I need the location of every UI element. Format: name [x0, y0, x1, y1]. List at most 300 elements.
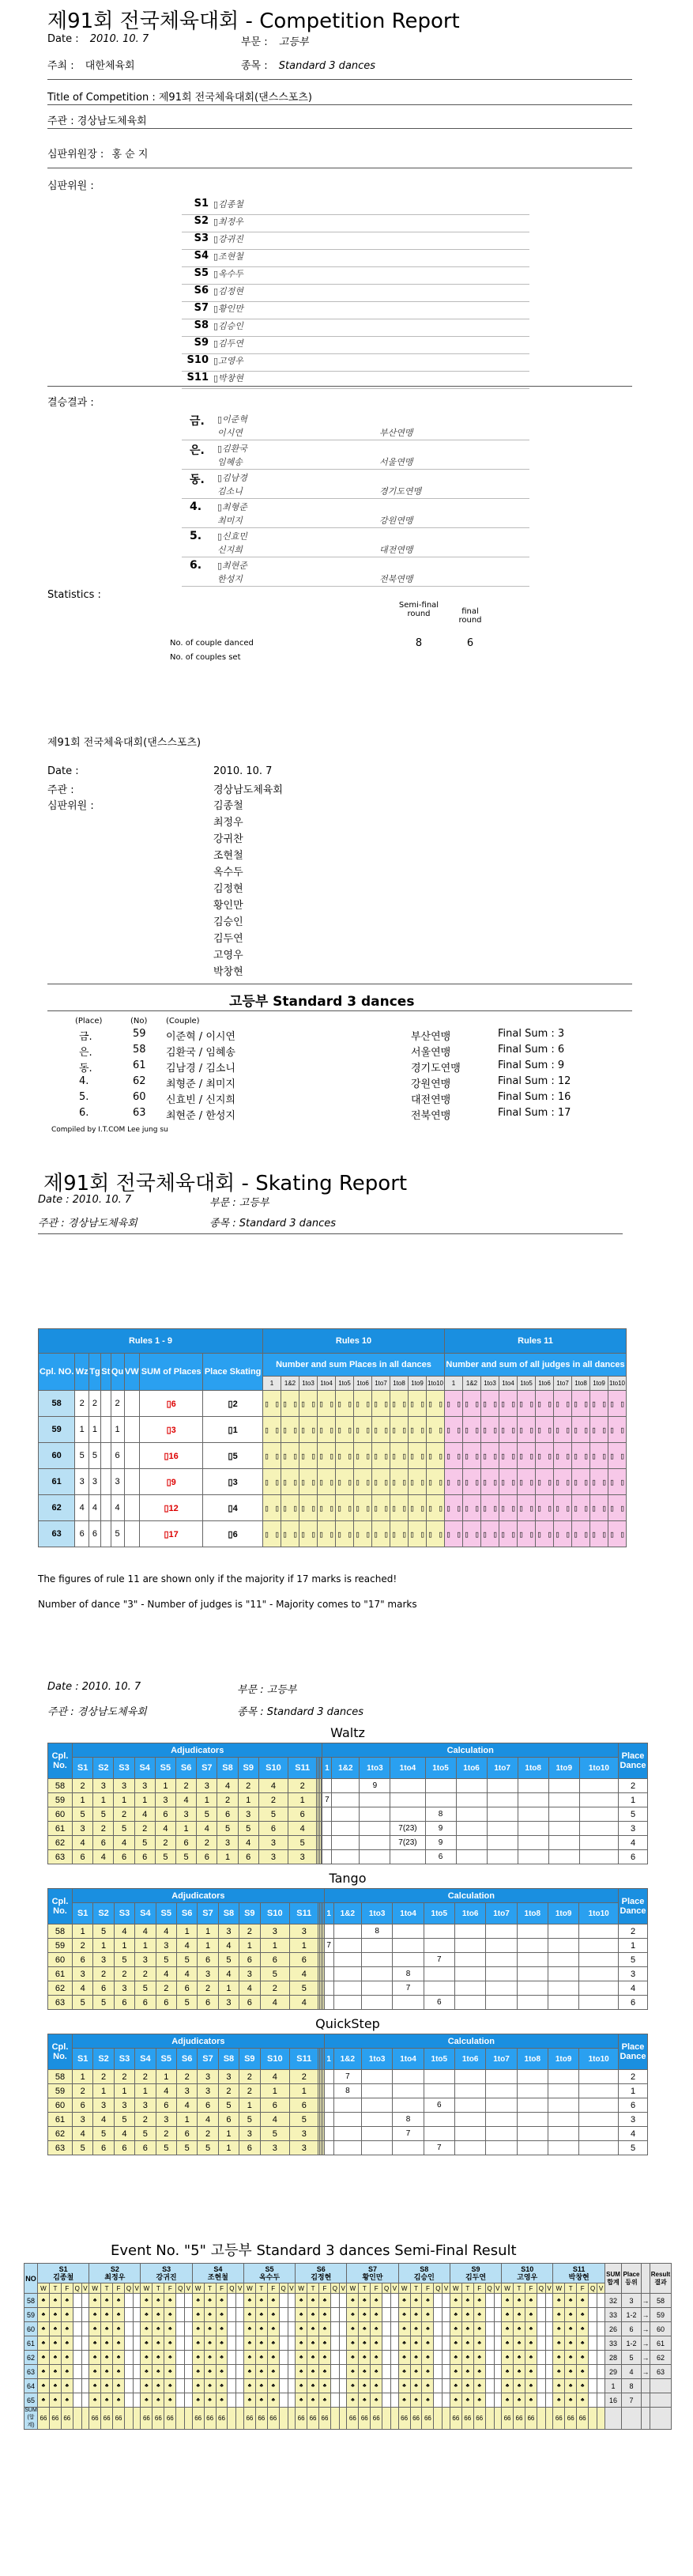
header-dance: V	[339, 2283, 347, 2294]
cell-mark	[176, 2308, 185, 2322]
cell-mark: 1	[260, 2084, 290, 2098]
summary-no: 63	[133, 1107, 146, 1119]
cell-mark	[537, 2379, 545, 2393]
header-range: 1&2	[463, 1377, 481, 1391]
cell-no: 65	[24, 2393, 38, 2408]
header-range: 1to5	[336, 1377, 354, 1391]
header-place: Place 등위	[622, 2264, 642, 2294]
cell-rule11: ▯ ▯	[481, 1443, 499, 1469]
header-dance: F	[577, 2283, 589, 2294]
table-row	[24, 2308, 672, 2322]
cell-dance-place: 3	[89, 1469, 100, 1495]
cell-mark: ♣	[255, 2294, 267, 2308]
dept-label: 부문 :	[237, 1684, 264, 1696]
cell-rule10: ▯ ▯	[354, 1443, 372, 1469]
cell-mark	[339, 2351, 347, 2365]
cell-place: 5	[619, 2141, 648, 2155]
cell-mark: ♣	[359, 2393, 371, 2408]
cell-calc	[487, 1807, 518, 1822]
cell-cpl: 61	[39, 1469, 75, 1495]
cell-mark	[81, 2351, 89, 2365]
cell-rule10: ▯ ▯	[372, 1443, 390, 1469]
cell-rule10: ▯ ▯	[318, 1443, 336, 1469]
cell-rule10: ▯ ▯	[390, 1417, 409, 1443]
cell-rule11: ▯ ▯	[499, 1495, 518, 1521]
cell-sum-value: 66	[371, 2408, 382, 2430]
cell-mark: 3	[239, 1967, 260, 1981]
cell-calc	[579, 2141, 619, 2155]
header-place-dance: Place Dance	[619, 1743, 648, 1779]
cell-sum-value	[443, 2408, 450, 2430]
cell-mark: ♣	[255, 2322, 267, 2336]
cell-mark	[597, 2365, 605, 2379]
cell-place: 8	[622, 2379, 642, 2393]
cell-mark	[434, 2379, 443, 2393]
judges-list	[182, 198, 529, 389]
dept-value: 고등부	[239, 1197, 269, 1209]
judge-name: 옥수두	[259, 2273, 281, 2281]
header-range: 1to6	[354, 1377, 372, 1391]
cell-mark: ♣	[49, 2393, 61, 2408]
header-judge: S3	[114, 1903, 134, 1924]
cell-mark: 1	[93, 1793, 114, 1807]
cell-mark: ♣	[243, 2308, 255, 2322]
header-rules-1-9: Rules 1 - 9	[39, 1329, 263, 1354]
header-row	[39, 1354, 627, 1377]
cell-sum: 28	[605, 2351, 622, 2365]
cell-mark: 3	[155, 1793, 175, 1807]
cell-calc	[333, 1996, 361, 2010]
date-value: 2010. 10. 7	[89, 33, 149, 45]
cell-cpl: 62	[48, 2127, 73, 2141]
cell-calc	[333, 2098, 361, 2113]
cell-mark: ♣	[359, 2351, 371, 2365]
summary-couple: 이준혁 / 이시연	[166, 1031, 235, 1043]
cell-mark: ♣	[371, 2393, 382, 2408]
cell-mark: ♣	[38, 2308, 50, 2322]
cell-mark: ♣	[577, 2308, 589, 2322]
cell-mark	[125, 2294, 134, 2308]
cell-dance-place: 1	[89, 1417, 100, 1443]
cell-calc: 7	[424, 2141, 454, 2155]
cell-mark: ♣	[49, 2379, 61, 2393]
cell-mark	[236, 2294, 244, 2308]
summary-judge: 김정현	[213, 883, 243, 895]
header-calc-col: 1to6	[454, 1903, 485, 1924]
semifinal-table	[24, 2263, 672, 2430]
date-row	[47, 33, 149, 45]
cell-rule11: ▯ ▯	[481, 1521, 499, 1547]
cell-mark: ♣	[101, 2379, 113, 2393]
summary-no: 61	[133, 1059, 146, 1071]
header-range: 1to3	[299, 1377, 318, 1391]
cell-rule10: ▯ ▯	[318, 1469, 336, 1495]
cell-mark: ♣	[347, 2351, 359, 2365]
cell-mark: ♣	[204, 2351, 216, 2365]
cell-mark: ♣	[461, 2365, 473, 2379]
cell-mark: ♣	[502, 2379, 514, 2393]
cell-mark	[81, 2308, 89, 2322]
summary-judge: 황인만	[213, 900, 243, 912]
host-label: 주최 :	[47, 60, 74, 72]
cell-mark	[176, 2322, 185, 2336]
cell-rule11: ▯ ▯	[518, 1521, 536, 1547]
cell-mark	[73, 2322, 81, 2336]
skating-note-1: The figures of rule 11 are shown only if the majority if 17 marks is reached!	[38, 1573, 397, 1585]
cell-mark	[176, 2365, 185, 2379]
skating-table	[38, 1328, 627, 1547]
cell-sum-value	[228, 2408, 236, 2430]
cell-mark: ♣	[255, 2365, 267, 2379]
cell-mark: ♣	[153, 2379, 164, 2393]
result-entry	[182, 557, 529, 587]
cell-mark: 5	[260, 2127, 290, 2141]
cell-mark	[228, 2393, 236, 2408]
cell-arrow	[642, 2379, 650, 2393]
cell-mark: ♣	[267, 2393, 279, 2408]
cell-mark: ♣	[61, 2336, 73, 2351]
cell-mark: ♣	[319, 2379, 331, 2393]
cell-rule10: ▯ ▯	[281, 1417, 299, 1443]
cell-mark: ♣	[553, 2308, 565, 2322]
cell-mark	[288, 2294, 296, 2308]
header-row	[48, 2034, 648, 2049]
cell-mark	[133, 2294, 141, 2308]
cell-mark: ♣	[307, 2308, 319, 2322]
cell-mark	[597, 2379, 605, 2393]
cell-calc	[548, 2084, 578, 2098]
header-range: 1to4	[318, 1377, 336, 1391]
summary-team: 경기도연맹	[411, 1063, 461, 1075]
final-label: 결승결과 :	[47, 397, 94, 409]
cell-mark: 1	[197, 1793, 217, 1807]
header-row	[24, 2283, 672, 2294]
cell-sum-value	[391, 2408, 399, 2430]
cell-mark: 5	[290, 2113, 318, 2127]
header-rules-11: Rules 11	[445, 1329, 627, 1354]
toc-label: Title of Competition :	[47, 92, 156, 104]
cell-mark	[236, 2336, 244, 2351]
cell-cpl: 63	[48, 2141, 73, 2155]
cell-cpl: 58	[48, 1779, 73, 1793]
cell-mark: ♣	[525, 2351, 537, 2365]
cell-mark: ♣	[398, 2308, 410, 2322]
cell-calc	[362, 2113, 393, 2127]
cell-mark: ♣	[514, 2379, 525, 2393]
summary-couple: 신효빈 / 신지희	[166, 1094, 235, 1106]
cell-mark: 2	[290, 2070, 318, 2084]
header-cpl: Cpl. NO.	[39, 1354, 75, 1391]
adj-dept-row	[237, 1681, 296, 1696]
header-judge: S6	[176, 1758, 197, 1779]
cell-sum-value	[125, 2408, 134, 2430]
cell-mark	[391, 2294, 399, 2308]
cell-mark: 6	[73, 1850, 93, 1864]
cell-mark: ♣	[89, 2308, 101, 2322]
cell-mark: ♣	[38, 2322, 50, 2336]
cell-rule10: ▯ ▯	[263, 1443, 281, 1469]
cell-mark	[228, 2379, 236, 2393]
header-range: 1to3	[481, 1377, 499, 1391]
cell-calc	[518, 1807, 548, 1822]
cell-mark: ♣	[38, 2379, 50, 2393]
header-result: Result 결과	[650, 2264, 672, 2294]
cell-sum-value	[545, 2408, 553, 2430]
judge-name: ▯황인만	[213, 304, 243, 314]
cell-mark: 1	[290, 1939, 318, 1953]
cell-mark: ♣	[473, 2308, 485, 2322]
header-range: 1to5	[518, 1377, 536, 1391]
cell-mark	[236, 2379, 244, 2393]
cell-place: 3	[622, 2294, 642, 2308]
cell-rule10: ▯ ▯	[372, 1469, 390, 1495]
cell-rule11: ▯ ▯	[518, 1443, 536, 1469]
header-row	[48, 2049, 648, 2070]
header-calc-col: 1to8	[517, 2049, 548, 2070]
result-partner-1: ▯신효민	[217, 531, 247, 542]
cell-calc: 7	[424, 1953, 454, 1967]
cell-calc: 7	[322, 1793, 332, 1807]
cell-mark: 4	[114, 1924, 134, 1939]
summary-place: 은.	[79, 1047, 92, 1059]
cell-mark: ♣	[371, 2308, 382, 2322]
table-row	[39, 1391, 627, 1417]
cell-mark: ♣	[141, 2308, 153, 2322]
cell-calc	[424, 1939, 454, 1953]
cell-mark: ♣	[514, 2322, 525, 2336]
cell-calc	[579, 1981, 619, 1996]
cell-mark	[443, 2365, 450, 2379]
cell-dance-place: 2	[75, 1391, 89, 1417]
cell-no: 63	[24, 2365, 38, 2379]
cell-rule11: ▯ ▯	[608, 1391, 627, 1417]
cell-dance-place: 5	[89, 1443, 100, 1469]
cell-mark	[382, 2351, 391, 2365]
cell-cpl: 61	[48, 1967, 73, 1981]
header-dance: F	[422, 2283, 434, 2294]
summary-no: 62	[133, 1075, 146, 1087]
result-team: 경기도연맹	[379, 486, 422, 497]
col-no: (No)	[130, 1017, 148, 1025]
cell-sum-value	[494, 2408, 502, 2430]
host-value: 대한체육회	[85, 60, 135, 72]
cell-sum-value	[339, 2408, 347, 2430]
event-value: Standard 3 dances	[266, 1706, 364, 1718]
cell-mark: 4	[156, 2084, 176, 2098]
cell-sum-value	[176, 2408, 185, 2430]
cell-mark: 3	[114, 1981, 134, 1996]
result-team: 대전연맹	[379, 545, 413, 555]
cell-mark: 2	[156, 2127, 176, 2141]
cell-rule11: ▯ ▯	[463, 1521, 481, 1547]
header-judge	[450, 2264, 501, 2283]
cell-mark: 1	[155, 1779, 175, 1793]
cell-mark	[494, 2308, 502, 2322]
cell-mark: ♣	[267, 2294, 279, 2308]
cell-result: 61	[650, 2336, 672, 2351]
header-dance: Q	[279, 2283, 288, 2294]
cell-mark: ♣	[347, 2308, 359, 2322]
cell-mark	[228, 2336, 236, 2351]
toc-value: 제91회 전국체육대회(댄스스포츠)	[158, 92, 312, 104]
table-row	[48, 2127, 648, 2141]
cell-mark: 5	[290, 1981, 318, 1996]
cell-dance-place: 5	[75, 1443, 89, 1469]
cell-calc	[579, 1996, 619, 2010]
summary-sum: Final Sum : 3	[498, 1028, 565, 1040]
cell-mark: ♣	[153, 2336, 164, 2351]
cell-mark: 2	[198, 2127, 218, 2141]
judge-code: S11	[572, 2265, 586, 2273]
cell-mark	[434, 2365, 443, 2379]
cell-rule11: ▯ ▯	[608, 1495, 627, 1521]
cell-mark: ♣	[461, 2322, 473, 2336]
cell-mark: 4	[93, 1850, 114, 1864]
cell-rule11: ▯ ▯	[572, 1495, 590, 1521]
cell-calc	[486, 1924, 517, 1939]
cell-calc	[333, 2113, 361, 2127]
judge-code: S7	[194, 302, 209, 314]
org-label: 주관 :	[47, 115, 74, 127]
cell-rule11: ▯ ▯	[536, 1521, 554, 1547]
cell-mark: 1	[176, 2113, 197, 2127]
table-row	[48, 1924, 648, 1939]
cell-rule11: ▯ ▯	[572, 1417, 590, 1443]
judge-row	[182, 354, 529, 372]
cell-mark	[81, 2393, 89, 2408]
cell-mark: 4	[155, 1822, 175, 1836]
cell-calc	[332, 1807, 360, 1822]
cell-rule11: ▯ ▯	[445, 1521, 463, 1547]
sum-row	[24, 2408, 672, 2430]
header-judge: S4	[134, 1758, 155, 1779]
cell-mark: ♣	[473, 2393, 485, 2408]
header-calc-col: 1to5	[425, 1758, 456, 1779]
cell-calc	[548, 2070, 578, 2084]
cell-mark: ♣	[422, 2351, 434, 2365]
header-dance: V	[494, 2283, 502, 2294]
cell-mark: ♣	[461, 2336, 473, 2351]
cell-calc	[390, 1793, 425, 1807]
cell-rule10: ▯ ▯	[372, 1417, 390, 1443]
summary-judge: 박창현	[213, 966, 243, 978]
cell-mark: 1	[290, 2084, 318, 2098]
cell-mark: 5	[218, 2098, 239, 2113]
result-partner-1: ▯최형준	[217, 502, 247, 512]
final-results	[182, 411, 529, 587]
cell-mark: 4	[114, 2127, 134, 2141]
cell-calc	[548, 1793, 579, 1807]
cell-mark: 2	[238, 1779, 258, 1793]
cell-mark: ♣	[410, 2336, 422, 2351]
header-dance: Q	[537, 2283, 545, 2294]
cell-place: ▯3	[203, 1469, 263, 1495]
cell-mark: ♣	[164, 2351, 176, 2365]
dept-value: 고등부	[266, 1684, 297, 1696]
cell-calc	[518, 1822, 548, 1836]
cell-sum-value: 66	[359, 2408, 371, 2430]
cell-rule11: ▯ ▯	[536, 1495, 554, 1521]
cell-rule10: ▯ ▯	[299, 1417, 318, 1443]
cell-rule11: ▯ ▯	[499, 1521, 518, 1547]
judge-row	[182, 232, 529, 250]
date-label: Date :	[47, 1681, 79, 1693]
cell-mark: 4	[176, 1939, 197, 1953]
header-judge: S11	[290, 2049, 318, 2070]
judge-name: 김정현	[311, 2273, 332, 2281]
cell-no: 58	[24, 2294, 38, 2308]
cell-calc	[362, 2084, 393, 2098]
judge-code: S10	[186, 354, 209, 366]
cell-mark: ♣	[398, 2393, 410, 2408]
result-partner-2: 한성지	[217, 574, 243, 584]
cell-sum-value: 66	[113, 2408, 125, 2430]
cell-mark	[382, 2379, 391, 2393]
cell-calc	[454, 2113, 485, 2127]
cell-mark: ♣	[359, 2308, 371, 2322]
judge-row	[182, 267, 529, 285]
cell-mark: ♣	[577, 2393, 589, 2408]
header-range: 1to10	[427, 1377, 445, 1391]
cell-place: ▯5	[203, 1443, 263, 1469]
cell-mark: ♣	[410, 2393, 422, 2408]
table-row	[48, 1967, 648, 1981]
cell-place: 7	[622, 2393, 642, 2408]
cell-mark: 6	[93, 1981, 114, 1996]
semifinal-title: Event No. "5" 고등부 Standard 3 dances Semi-Final Result	[111, 2242, 517, 2259]
cell-mark: 4	[198, 2113, 218, 2127]
cell-mark: ♣	[450, 2393, 461, 2408]
cell-mark: ♣	[296, 2365, 307, 2379]
cell-calc	[487, 1793, 518, 1807]
cell-calc	[324, 2127, 333, 2141]
header-cpl: Cpl. No.	[48, 2034, 73, 2070]
cell-mark: ♣	[398, 2336, 410, 2351]
cell-calc	[517, 1981, 548, 1996]
cell-mark	[545, 2365, 553, 2379]
cell-calc	[360, 1793, 390, 1807]
cell-mark	[236, 2322, 244, 2336]
cell-mark: ♣	[473, 2379, 485, 2393]
cell-mark: ♣	[514, 2294, 525, 2308]
cell-mark	[125, 2365, 134, 2379]
cell-calc	[332, 1822, 360, 1836]
cell-mark: 4	[288, 1822, 317, 1836]
cell-mark: ♣	[153, 2365, 164, 2379]
cell-mark: ♣	[525, 2322, 537, 2336]
header-judge: S7	[197, 1758, 217, 1779]
cell-mark: ♣	[141, 2322, 153, 2336]
event-label: 종목 :	[209, 1218, 236, 1229]
cell-calc	[362, 2098, 393, 2113]
cell-mark: ♣	[422, 2365, 434, 2379]
cell-sum: 26	[605, 2322, 622, 2336]
cell-arrow: →	[642, 2365, 650, 2379]
adj-date-row	[47, 1681, 141, 1693]
cell-mark: ♣	[164, 2379, 176, 2393]
cell-mark: 4	[156, 1924, 176, 1939]
cell-mark: ♣	[255, 2351, 267, 2365]
cell-mark: ♣	[577, 2294, 589, 2308]
cell-mark: ♣	[164, 2393, 176, 2408]
judge-code: S9	[471, 2265, 480, 2273]
cell-sum-value: 66	[141, 2408, 153, 2430]
summary-sum: Final Sum : 6	[498, 1044, 565, 1056]
cell-calc	[362, 2141, 393, 2155]
cell-sum-label: SUM (합계)	[24, 2408, 37, 2428]
cell-result: 58	[650, 2294, 672, 2308]
cell-arrow: →	[642, 2351, 650, 2365]
